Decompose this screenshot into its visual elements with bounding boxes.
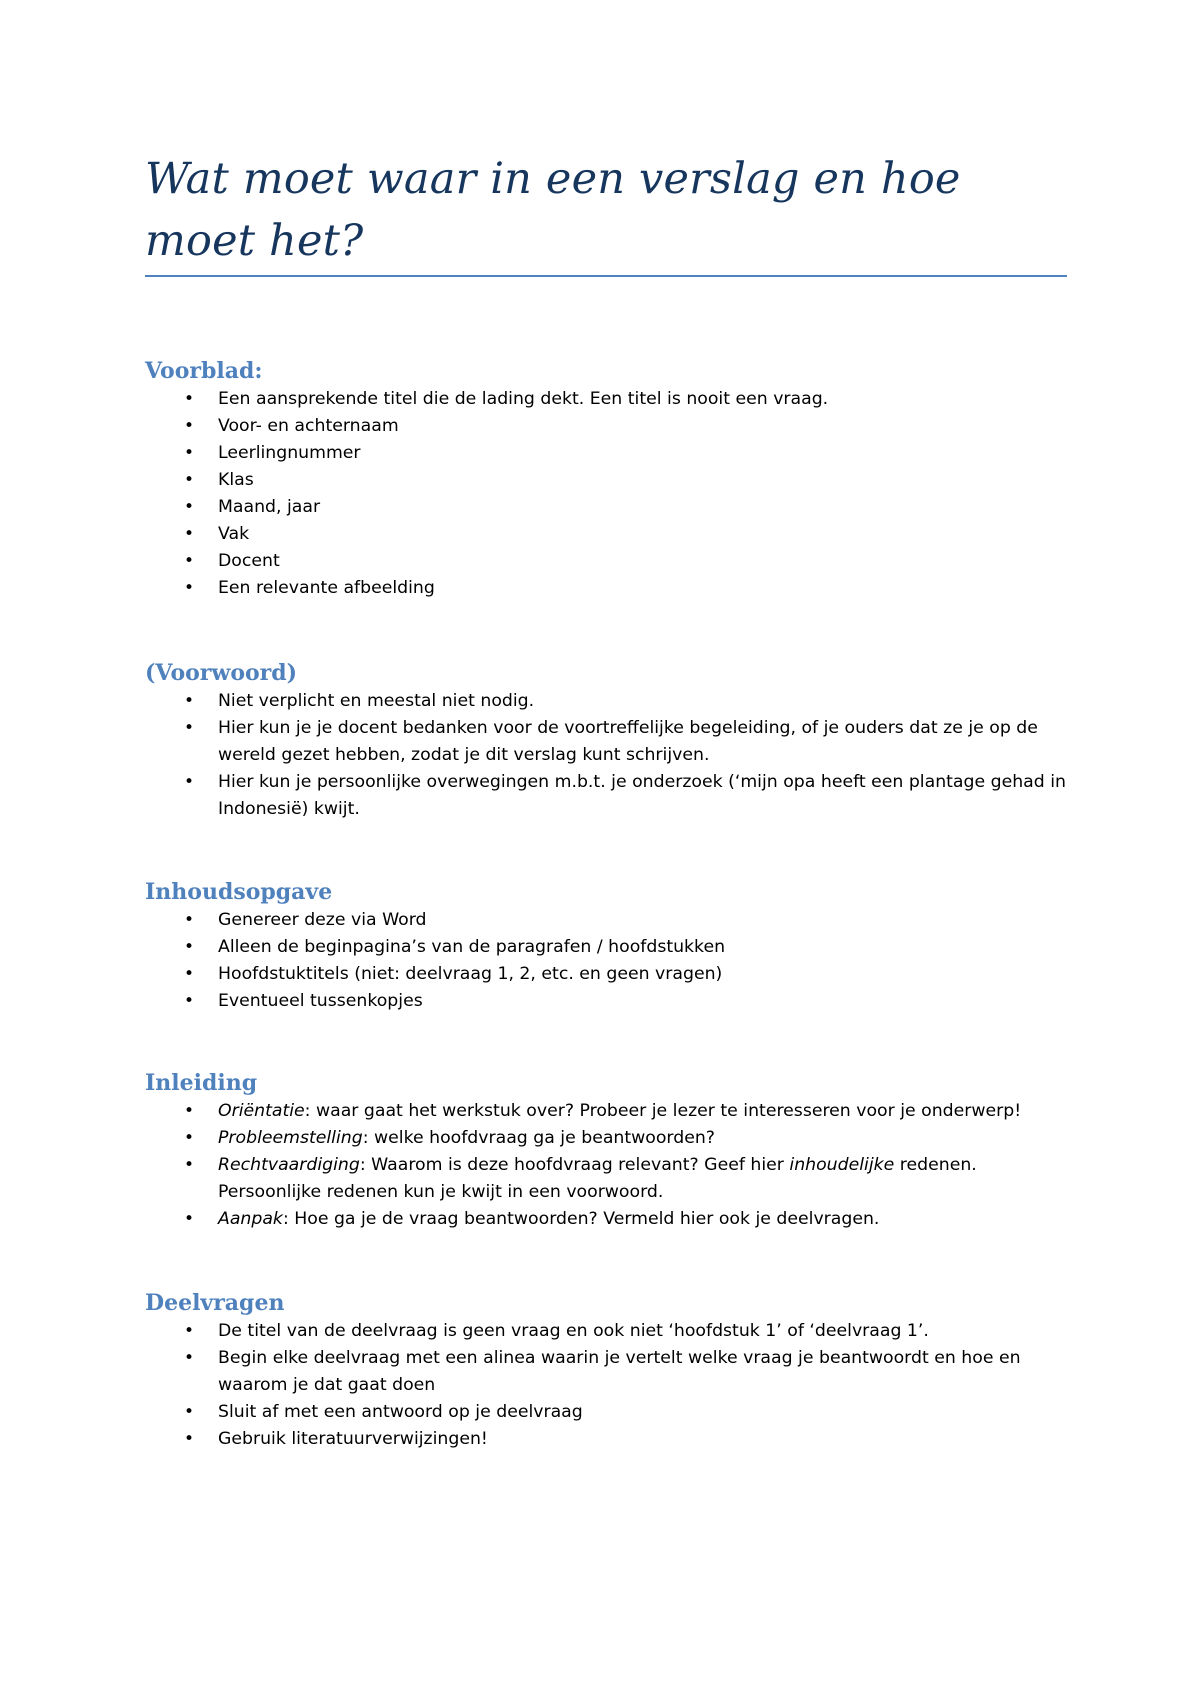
list-item-text: : waar gaat het werkstuk over? Probeer je lezer te interesseren voor je onderwerp! [304,1101,1022,1121]
list-item-text: Hier kun je persoonlijke overwegingen m.b.t. je onderzoek (‘mijn opa heeft een plantage gehad in Indonesië) kwijt. [218,772,1066,819]
list-item [145,1399,1085,1426]
list-item [145,1426,1085,1453]
list-item-term: Probleemstelling [218,1128,363,1148]
bullet-icon: • [184,389,195,409]
document-title: Wat moet waar in een verslag en hoe moet het? [145,154,961,266]
section-heading: Voorblad: [145,358,263,384]
list-item [145,1125,1085,1152]
list-item [145,988,1085,1015]
list-item-text: redenen. Persoonlijke redenen kun je kwijt in een voorwoord. [218,1155,977,1202]
section-heading: Deelvragen [145,1290,285,1316]
bullet-icon: • [184,772,195,792]
section-heading: Inleiding [145,1070,258,1096]
bullet-icon: • [184,497,195,517]
bullet-icon: • [184,1209,195,1229]
list-item [145,1152,1085,1206]
list-item-text: Vak [218,524,250,544]
list-item [145,440,1085,467]
bullet-icon: • [184,1155,195,1175]
list-item [145,575,1085,602]
list-item-text: Hoofdstuktitels (niet: deelvraag 1, 2, etc. en geen vragen) [218,964,723,984]
bullet-icon: • [184,691,195,711]
list-item-text: Alleen de beginpagina’s van de paragrafen / hoofdstukken [218,937,726,957]
list-item [145,1206,1085,1233]
list-item-text: : welke hoofdvraag ga je beantwoorden? [362,1128,715,1148]
bullet-icon: • [184,578,195,598]
list-item-text: Hier kun je je docent bedanken voor de voortreffelijke begeleiding, of je ouders dat ze je op de wereld gezet hebben, zodat je dit verslag kunt schrijven. [218,718,1038,765]
list-item-text: Docent [218,551,280,571]
bullet-icon: • [184,1402,195,1422]
list-item [145,1345,1085,1399]
list-item [145,715,1085,769]
list-item-text: Een aansprekende titel die de lading dekt. Een titel is nooit een vraag. [218,389,829,409]
list-item [145,413,1085,440]
bullet-icon: • [184,910,195,930]
bullet-icon: • [184,443,195,463]
list-item-emphasis: inhoudelijke [789,1155,895,1175]
list-item [145,521,1085,548]
list-item-text: De titel van de deelvraag is geen vraag en ook niet ‘hoofdstuk 1’ of ‘deelvraag 1’. [218,1321,929,1341]
list-item [145,386,1085,413]
bullet-icon: • [184,964,195,984]
list-item-text: Maand, jaar [218,497,321,517]
list-item [145,467,1085,494]
list-item-text: Een relevante afbeelding [218,578,435,598]
list-item-term: Oriëntatie [218,1101,305,1121]
section-voorblad [145,356,1085,602]
list-item-text: Genereer deze via Word [218,910,427,930]
list-item [145,961,1085,988]
bullet-list [145,386,1085,602]
list-item-term: Rechtvaardiging [218,1155,360,1175]
list-item-text: Voor- en achternaam [218,416,399,436]
list-item [145,688,1085,715]
bullet-icon: • [184,1321,195,1341]
list-item [145,1318,1085,1345]
list-item-text: Klas [218,470,254,490]
list-item-term: Aanpak [218,1209,283,1229]
bullet-icon: • [184,551,195,571]
list-item [145,548,1085,575]
list-item-text: Niet verplicht en meestal niet nodig. [218,691,535,711]
bullet-icon: • [184,470,195,490]
section-deelvragen [145,1288,1085,1453]
title-underline [145,275,1067,277]
bullet-icon: • [184,416,195,436]
list-item-text: Sluit af met een antwoord op je deelvraag [218,1402,583,1422]
bullet-icon: • [184,1429,195,1449]
section-inhoudsopgave [145,877,1085,1015]
list-item [145,934,1085,961]
bullet-icon: • [184,1101,195,1121]
bullet-icon: • [184,937,195,957]
list-item [145,907,1085,934]
list-item-text: : Waarom is deze hoofdvraag relevant? Geef hier [359,1155,790,1175]
bullet-icon: • [184,1128,195,1148]
list-item-text: Leerlingnummer [218,443,361,463]
list-item-text: Eventueel tussenkopjes [218,991,423,1011]
bullet-list [145,1098,1085,1233]
bullet-icon: • [184,524,195,544]
section-heading: (Voorwoord) [145,660,298,686]
section-voorwoord [145,658,1085,823]
section-inleiding [145,1068,1085,1233]
bullet-list [145,1318,1085,1453]
list-item [145,494,1085,521]
bullet-list [145,688,1085,823]
bullet-icon: • [184,718,195,738]
bullet-list [145,907,1085,1015]
bullet-icon: • [184,991,195,1011]
list-item [145,769,1085,823]
section-heading: Inhoudsopgave [145,879,333,905]
bullet-icon: • [184,1348,195,1368]
list-item-text: Begin elke deelvraag met een alinea waarin je vertelt welke vraag je beantwoordt en hoe en waarom je dat gaat doen [218,1348,1021,1395]
list-item [145,1098,1085,1125]
list-item-text: : Hoe ga je de vraag beantwoorden? Vermeld hier ook je deelvragen. [282,1209,880,1229]
list-item-text: Gebruik literatuurverwijzingen! [218,1429,488,1449]
